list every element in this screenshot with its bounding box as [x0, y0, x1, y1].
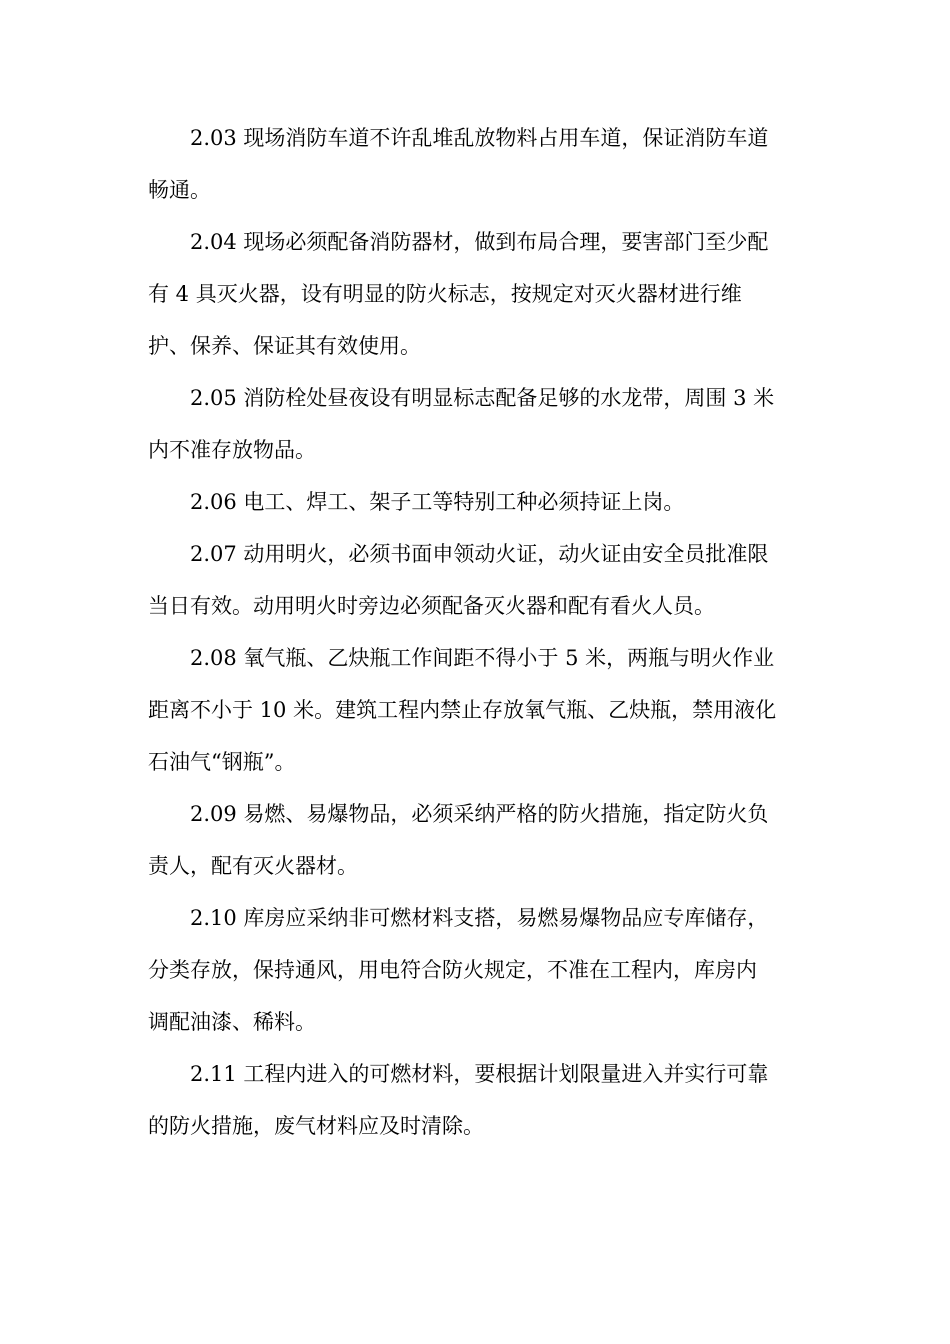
paragraph-2-11 [148, 1048, 808, 1152]
para-line: 2.03 现场消防车道不许乱堆乱放物料占用车道，保证消防车道 [190, 126, 769, 150]
para-line: 2.09 易燃、易爆物品，必须采纳严格的防火措施，指定防火负 [190, 802, 769, 826]
paragraph-2-03 [148, 112, 808, 216]
para-line: 护、保养、保证其有效使用。 [148, 334, 421, 358]
para-line: 2.05 消防栓处昼夜设有明显标志配备足够的水龙带，周围 3 米 [190, 386, 775, 410]
para-line: 有 4 具灭火器，设有明显的防火标志，按规定对灭火器材进行维 [148, 282, 742, 306]
para-line: 当日有效。动用明火时旁边必须配备灭火器和配有看火人员。 [148, 594, 715, 618]
para-line: 2.04 现场必须配备消防器材，做到布局合理，要害部门至少配 [190, 230, 769, 254]
document-body [148, 112, 808, 1152]
paragraph-2-09 [148, 788, 808, 892]
para-line: 2.07 动用明火，必须书面申领动火证，动火证由安全员批准限 [190, 542, 769, 566]
para-line: 2.06 电工、焊工、架子工等特别工种必须持证上岗。 [190, 490, 685, 514]
para-line: 内不准存放物品。 [148, 438, 316, 462]
para-line: 石油气“钢瓶”。 [148, 750, 296, 774]
para-line: 距离不小于 10 米。建筑工程内禁止存放氧气瓶、乙炔瓶，禁用液化 [148, 698, 777, 722]
paragraph-2-06 [148, 476, 808, 528]
paragraph-2-08 [148, 632, 808, 788]
para-line: 2.08 氧气瓶、乙炔瓶工作间距不得小于 5 米，两瓶与明火作业 [190, 646, 775, 670]
para-line: 2.11 工程内进入的可燃材料，要根据计划限量进入并实行可靠 [190, 1062, 769, 1086]
para-line: 的防火措施，废气材料应及时清除。 [148, 1114, 484, 1138]
para-line: 畅通。 [148, 178, 211, 202]
para-line: 调配油漆、稀料。 [148, 1010, 316, 1034]
para-line: 2.10 库房应采纳非可燃材料支搭，易燃易爆物品应专库储存， [190, 906, 769, 930]
paragraph-2-04 [148, 216, 808, 372]
paragraph-2-05 [148, 372, 808, 476]
paragraph-2-10 [148, 892, 808, 1048]
para-line: 分类存放，保持通风，用电符合防火规定，不准在工程内，库房内 [148, 958, 757, 982]
paragraph-2-07 [148, 528, 808, 632]
para-line: 责人，配有灭火器材。 [148, 854, 358, 878]
